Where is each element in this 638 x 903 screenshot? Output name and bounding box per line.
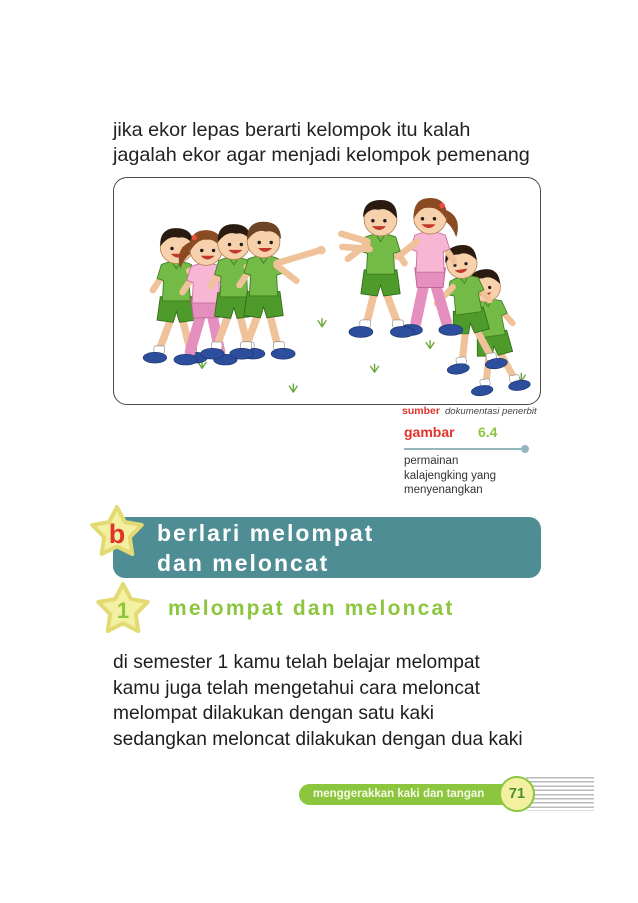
kid-right-leader — [341, 200, 414, 337]
intro-text — [113, 118, 530, 168]
intro-line: jika ekor lepas berarti kelompok itu kalah — [113, 119, 471, 141]
grass-tuft — [318, 319, 326, 327]
body-line: di semester 1 kamu telah belajar melompat — [113, 652, 480, 673]
footer-chapter-title: menggerakkan kaki dan tangan — [313, 788, 485, 800]
page-number: 71 — [499, 776, 535, 812]
figure-source — [402, 405, 537, 418]
figure-illustration — [114, 178, 540, 404]
figure-caption — [404, 454, 496, 498]
section-title — [157, 518, 374, 578]
subsection-title: melompat dan meloncat — [168, 597, 455, 620]
right-team — [341, 198, 531, 397]
body-text — [113, 650, 523, 753]
grass-tuft — [426, 341, 434, 349]
section-title-line: berlari melompat — [157, 520, 375, 546]
caption-line: permainan — [404, 455, 459, 467]
caption-divider-dot — [521, 445, 529, 453]
subsection-badge — [93, 580, 153, 640]
figure-number: 6.4 — [478, 424, 498, 440]
caption-line: kalajengking yang — [404, 469, 497, 482]
body-line: sedangkan meloncat dilakukan dengan dua kaki — [113, 729, 523, 751]
footer-stripes — [526, 777, 594, 811]
figure-label: gambar — [404, 424, 455, 440]
figure-frame — [113, 177, 541, 405]
section-badge — [87, 503, 147, 563]
body-line: kamu juga telah mengetahui cara meloncat — [113, 677, 480, 699]
subsection-badge-number: 1 — [116, 598, 130, 623]
source-label: sumber — [402, 405, 440, 417]
grass-tuft — [371, 364, 379, 372]
kid-right-leader-body — [348, 200, 415, 337]
section-badge-letter: b — [108, 519, 126, 549]
grass-tuft — [289, 384, 297, 392]
source-text: dokumentasi penerbit — [444, 406, 537, 417]
body-line: melompat dilakukan dengan satu kaki — [113, 703, 435, 725]
section-title-line: dan meloncat — [157, 550, 330, 576]
intro-line: jagalah ekor agar menjadi kelompok pemenang — [113, 144, 530, 166]
left-team — [143, 222, 326, 365]
caption-line: menyenangkan — [404, 484, 483, 496]
caption-divider — [404, 448, 522, 450]
